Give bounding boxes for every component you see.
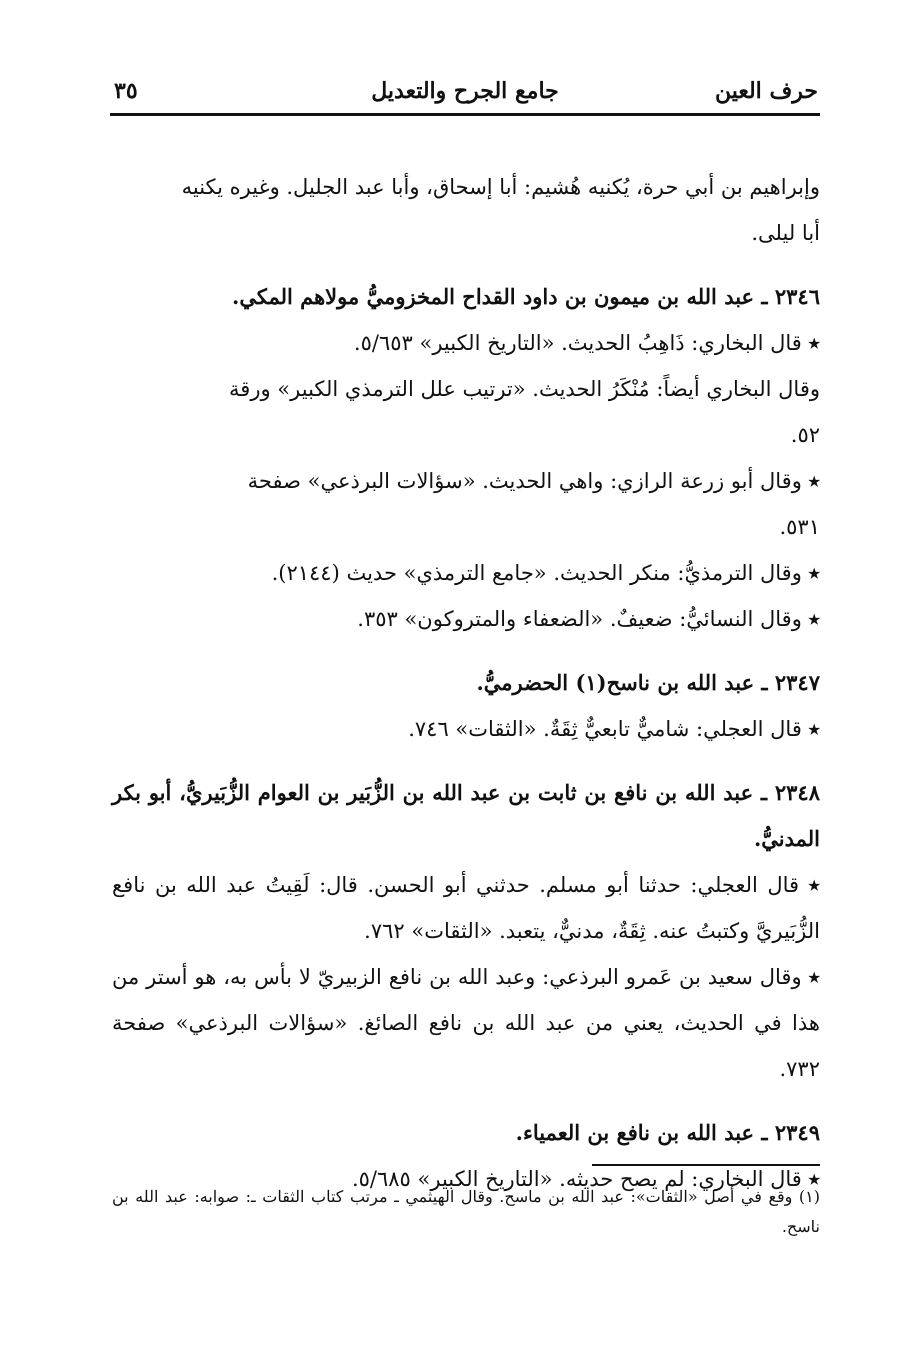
footnote: (١) وقع في أصل «الثقات»: عبد الله بن ماسح. وقال الهيثمي ـ مرتب كتاب الثقات ـ: صوابه: عبد الله بن ناسح.	[112, 1187, 820, 1236]
bullet-icon: ٭	[808, 606, 820, 631]
entry-2349-quote-1: ٭ قال البخاري: لم يصح حديثه. «التاريخ الكبير» ٥/٦٨٥.	[351, 1166, 820, 1191]
entry-2349-title: ٢٣٤٩ ـ عبد الله بن نافع بن العمياء.	[515, 1120, 820, 1145]
entry-2347-title: ٢٣٤٧ ـ عبد الله بن ناسح(١) الحضرميُّ.	[476, 670, 820, 695]
intro-line-1: وإبراهيم بن أبي حرة، يُكنيه هُشيم: أبا إسحاق، وأبا عبد الجليل. وغيره يكنيه	[181, 175, 820, 199]
entry-2346-quote-2b: ٥٢.	[790, 423, 820, 447]
bullet-icon: ٭	[808, 1166, 820, 1191]
footnote-rule	[592, 1164, 820, 1166]
bullet-icon: ٭	[808, 468, 820, 493]
page-body	[112, 164, 820, 1202]
page-number: ٣٥	[114, 78, 138, 104]
entry-2346-quote-2a: وقال البخاري أيضاً: مُنْكَرُ الحديث. «ترتيب علل الترمذي الكبير» ورقة	[229, 377, 820, 401]
bullet-icon: ٭	[808, 330, 820, 355]
bullet-icon: ٭	[808, 560, 820, 585]
bullet-icon: ٭	[808, 964, 820, 989]
header-rule	[110, 113, 820, 116]
entry-2348-quote-2: ٭ وقال سعيد بن عَمرو البرذعي: وعبد الله بن نافع الزبيريّ لا بأس به، هو أستر من هذا في الحديث، يعني من عبد الله بن نافع الصائغ. «سؤالات البرذعي» صفحة ٧٣٢.	[112, 964, 820, 1081]
page-header	[110, 66, 820, 116]
entry-2348-title: ٢٣٤٨ ـ عبد الله بن نافع بن ثابت بن عبد الله بن الزُّبَير بن العوام الزُّبَيريُّ، أبو بكر المدنيُّ.	[112, 780, 820, 851]
bullet-icon: ٭	[808, 872, 820, 897]
entry-2346-quote-5: ٭ وقال النسائيُّ: ضعيفٌ. «الضعفاء والمتروكون» ٣٥٣.	[357, 606, 820, 631]
intro-line-2: أبا ليلى.	[751, 221, 820, 245]
entry-2348-quote-1: ٭ قال العجلي: حدثنا أبو مسلم. حدثني أبو الحسن. قال: لَقِيتُ عبد الله بن نافع الزُّبَيريَّ وكتبتُ عنه. ثِقَةٌ، مدنيٌّ، يتعبد. «الثقات» ٧٦٢.	[112, 872, 820, 943]
book-title: جامع الجرح والتعديل	[371, 78, 559, 104]
chapter-title: حرف العين	[714, 78, 818, 104]
bullet-icon: ٭	[808, 716, 820, 741]
entry-2346-title: ٢٣٤٦ ـ عبد الله بن ميمون بن داود القداح المخزوميُّ مولاهم المكي.	[232, 284, 820, 309]
entry-2346-quote-1: ٭ قال البخاري: ذَاهِبُ الحديث. «التاريخ الكبير» ٥/٦٥٣.	[353, 330, 820, 355]
entry-2346-quote-4: ٭ وقال الترمذيُّ: منكر الحديث. «جامع الترمذي» حديث (٢١٤٤).	[271, 560, 820, 585]
entry-2346-quote-3b: ٥٣١.	[779, 515, 820, 539]
entry-2346-quote-3a: ٭ وقال أبو زرعة الرازي: واهي الحديث. «سؤالات البرذعي» صفحة	[247, 468, 820, 493]
entry-2347-quote-1: ٭ قال العجلي: شاميٌّ تابعيٌّ ثِقَةٌ. «الثقات» ٧٤٦.	[408, 716, 820, 741]
